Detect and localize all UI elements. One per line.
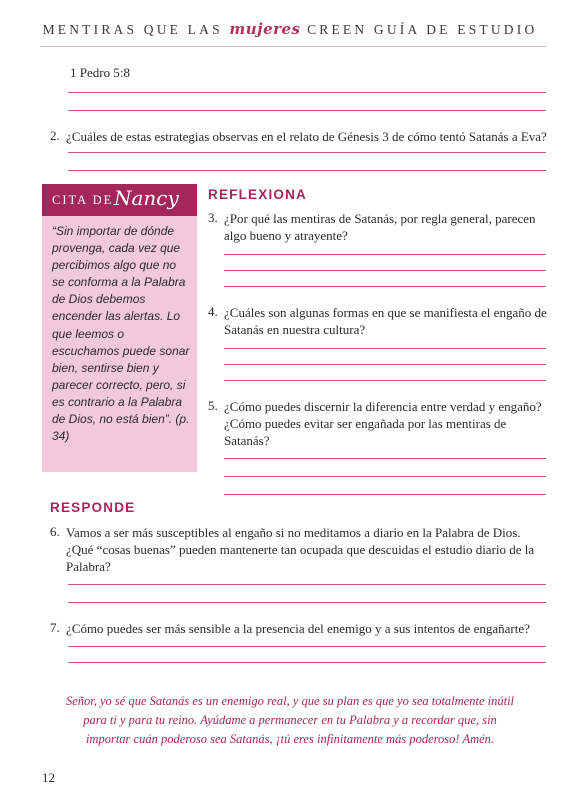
header-divider bbox=[40, 46, 546, 47]
answer-line[interactable] bbox=[68, 92, 546, 93]
header-title-script: mujeres bbox=[229, 20, 301, 38]
answer-line[interactable] bbox=[224, 476, 546, 477]
answer-line[interactable] bbox=[224, 380, 546, 381]
question-text: ¿Cómo puedes discernir la diferencia entre verdad y engaño? ¿Cómo puedes evitar ser engañada por las mentiras de Satanás? bbox=[224, 399, 542, 448]
quote-text: “Sin importar de dónde provenga, cada vez que percibimos algo que no se conforma a la Palabra de Dios debemos encender las alertas. Lo que leemos o escuchamos puede sonar bien, sentirse bien y parecer correcto, pero, si es contrario a la Palabra de Dios, no está bien”. (p. 34) bbox=[52, 224, 190, 444]
answer-line[interactable] bbox=[68, 152, 546, 153]
answer-line[interactable] bbox=[68, 110, 546, 111]
page-number: 12 bbox=[42, 770, 55, 785]
section-title-reflexiona: REFLEXIONA bbox=[208, 187, 308, 202]
quote-label: CITA DE bbox=[52, 193, 114, 207]
header-title-pre: MENTIRAS QUE LAS bbox=[42, 22, 223, 37]
section-title-responde: RESPONDE bbox=[50, 500, 136, 515]
quote-header bbox=[42, 184, 197, 216]
answer-line[interactable] bbox=[68, 662, 546, 663]
question-text: Vamos a ser más susceptibles al engaño si no meditamos a diario en la Palabra de Dios. ¿Qué “cosas buenas” pueden mantenerte tan ocupada que descuidas el estudio diario de la Palabra? bbox=[66, 525, 535, 574]
question-text: ¿Por qué las mentiras de Satanás, por regla general, parecen algo bueno y atrayente? bbox=[224, 211, 536, 243]
quote-author: Nancy bbox=[114, 186, 179, 210]
question-number: 6. bbox=[50, 524, 60, 539]
answer-line[interactable] bbox=[224, 286, 546, 287]
answer-line[interactable] bbox=[224, 494, 546, 495]
answer-line[interactable] bbox=[68, 584, 546, 585]
closing-prayer: Señor, yo sé que Satanás es un enemigo real, y que su plan es que yo sea totalmente inútil para ti y para tu reino. Ayúdame a permanecer en tu Palabra y a recordar que, sin importar cuán poderoso sea Satanás, ¡tú eres infinitamente más poderoso! Amén. bbox=[65, 694, 515, 746]
question-text: ¿Cuáles son algunas formas en que se manifiesta el engaño de Satanás en nuestra cultura? bbox=[224, 305, 547, 337]
header-title-post: CREEN GUÍA DE ESTUDIO bbox=[307, 22, 538, 37]
answer-line[interactable] bbox=[224, 364, 546, 365]
answer-line[interactable] bbox=[224, 458, 546, 459]
question-text: ¿Cómo puedes ser más sensible a la presencia del enemigo y a sus intentos de engañarte? bbox=[66, 621, 530, 636]
answer-line[interactable] bbox=[224, 348, 546, 349]
question-number: 2. bbox=[50, 128, 60, 143]
answer-line[interactable] bbox=[68, 602, 546, 603]
q1-reference: 1 Pedro 5:8 bbox=[70, 65, 130, 80]
running-header bbox=[0, 20, 580, 38]
answer-line[interactable] bbox=[224, 254, 546, 255]
question-number: 7. bbox=[50, 620, 60, 635]
question-number: 3. bbox=[208, 210, 218, 225]
question-number: 5. bbox=[208, 398, 218, 413]
answer-line[interactable] bbox=[68, 646, 546, 647]
question-text: ¿Cuáles de estas estrategias observas en el relato de Génesis 3 de cómo tentó Satanás a Eva? bbox=[66, 129, 547, 144]
question-number: 4. bbox=[208, 304, 218, 319]
answer-line[interactable] bbox=[68, 170, 546, 171]
answer-line[interactable] bbox=[224, 270, 546, 271]
